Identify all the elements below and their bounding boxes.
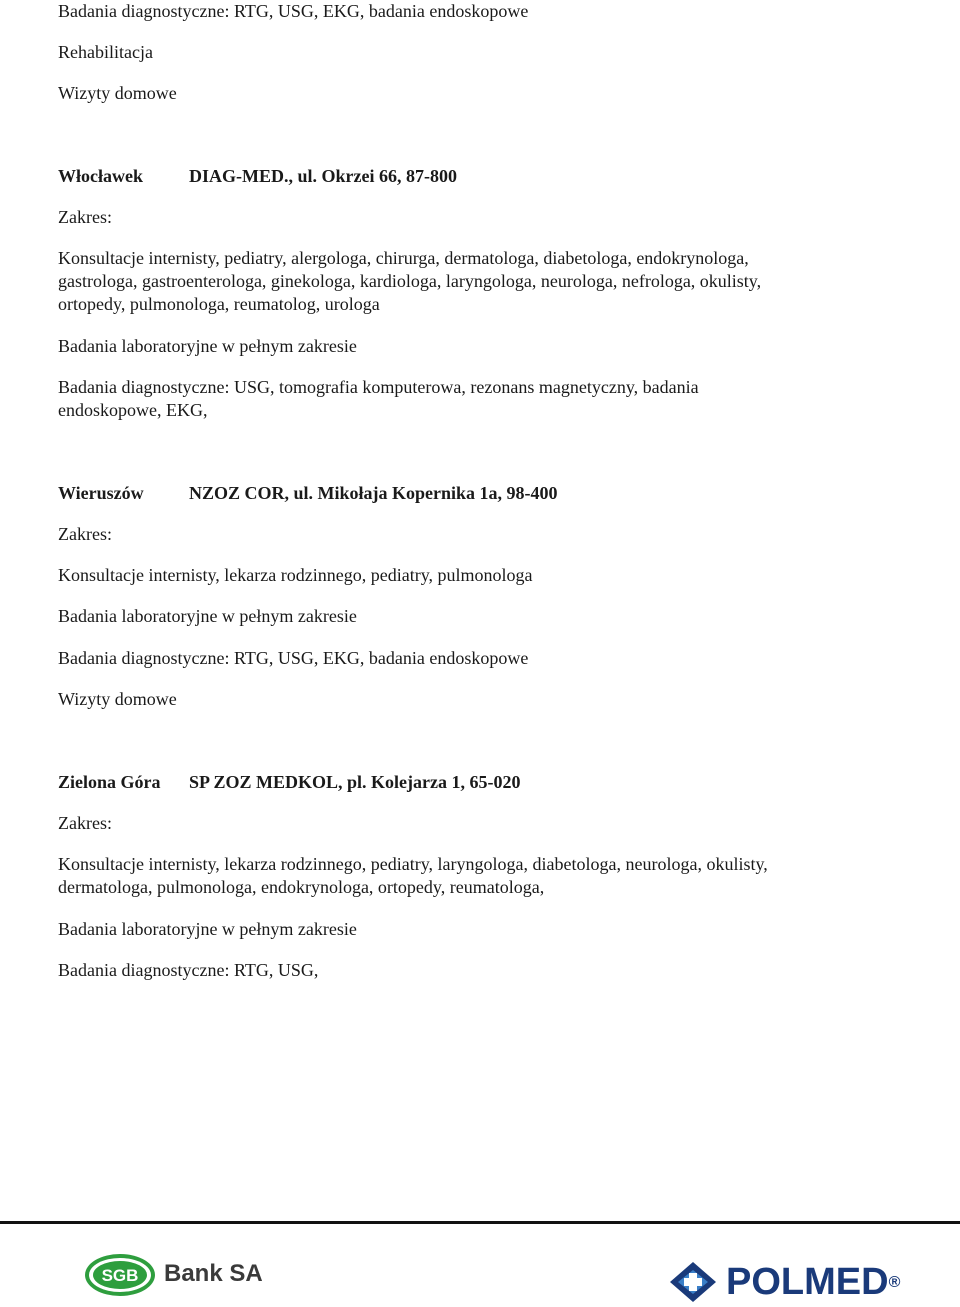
diagnostics-line: Badania diagnostyczne: RTG, USG, EKG, badania endoskopowe [58,648,529,668]
consultations-line: Konsultacje internisty, lekarza rodzinnego, pediatry, pulmonologa [58,565,533,585]
facility-address: NZOZ COR, ul. Mikołaja Kopernika 1a, 98-400 [189,483,558,503]
sgb-badge-text: SGB [101,1266,139,1285]
city-name: Zielona Góra [58,772,161,792]
lab-tests-line: Badania laboratoryjne w pełnym zakresie [58,606,357,626]
scope-label: Zakres: [58,524,112,544]
lab-tests-line: Badania laboratoryjne w pełnym zakresie [58,919,357,939]
facility-header-wieruszow [58,482,558,505]
home-visits-line: Wizyty domowe [58,83,177,103]
sgb-logo-text: Bank SA [164,1259,263,1287]
diagnostics-line: Badania diagnostyczne: USG, tomografia komputerowa, rezonans magnetyczny, badania [58,377,699,397]
rehabilitation-line: Rehabilitacja [58,42,153,62]
city-name: Włocławek [58,166,143,186]
consultations-line: gastrologa, gastroenterologa, ginekologa, kardiologa, laryngologa, neurologa, nefrologa, okulisty, [58,271,762,291]
home-visits-line: Wizyty domowe [58,689,177,709]
scope-label: Zakres: [58,207,112,227]
polmed-logo [668,1258,900,1306]
footer-divider [0,1221,960,1224]
facility-header-zielona-gora [58,771,521,794]
lab-tests-line: Badania laboratoryjne w pełnym zakresie [58,336,357,356]
registered-mark: ® [888,1273,901,1291]
sgb-badge-icon [82,1245,160,1301]
consultations-line: Konsultacje internisty, pediatry, alergologa, chirurga, dermatologa, diabetologa, endokrynologa, [58,248,749,268]
diagnostics-line: Badania diagnostyczne: RTG, USG, EKG, badania endoskopowe [58,1,529,21]
diagnostics-line: Badania diagnostyczne: RTG, USG, [58,960,319,980]
polmed-logo-text: POLMED® [726,1260,901,1303]
sgb-bank-logo [82,1245,263,1301]
consultations-line: ortopedy, pulmonologa, reumatolog, urologa [58,294,380,314]
facility-address: DIAG-MED., ul. Okrzei 66, 87-800 [189,166,457,186]
consultations-line: Konsultacje internisty, lekarza rodzinnego, pediatry, laryngologa, diabetologa, neurologa, okulisty, [58,854,768,874]
facility-address: SP ZOZ MEDKOL, pl. Kolejarza 1, 65-020 [189,772,521,792]
consultations-line: dermatologa, pulmonologa, endokrynologa, ortopedy, reumatologa, [58,877,545,897]
facility-header-wloclawek [58,165,457,188]
diagnostics-line: endoskopowe, EKG, [58,400,208,420]
scope-label: Zakres: [58,813,112,833]
polmed-diamond-icon [668,1260,718,1304]
city-name: Wieruszów [58,483,144,503]
